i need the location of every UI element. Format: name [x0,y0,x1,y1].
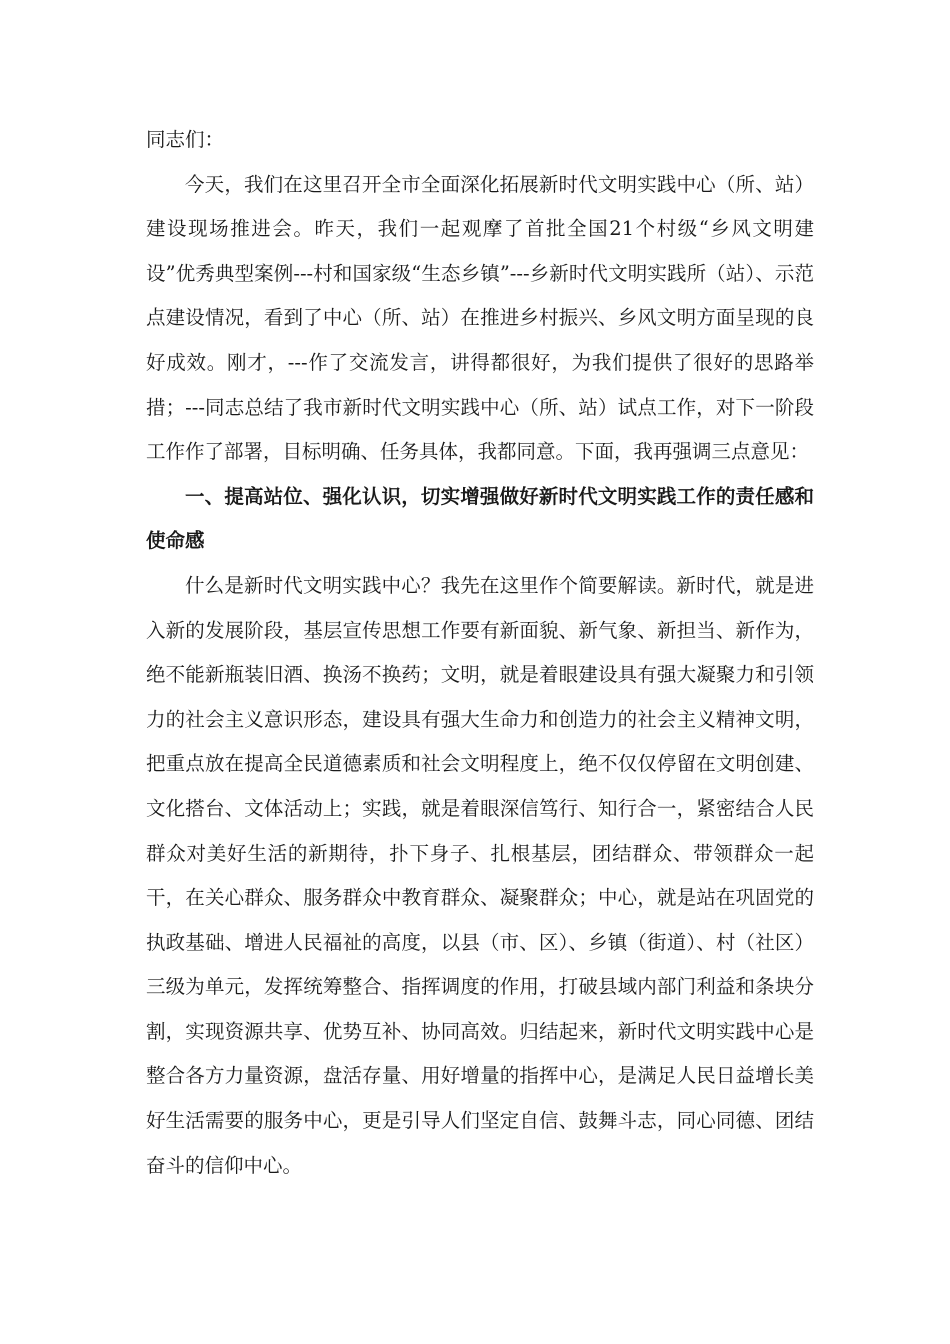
document-body [146,118,814,1188]
section-heading: 一、提高站位、强化认识，切实增强做好新时代文明实践工作的责任感和使命感 [146,484,814,553]
salutation: 同志们： [146,128,225,151]
intro-paragraph: 今天，我们在这里召开全市全面深化拓展新时代文明实践中心（所、站）建设现场推进会。昨天，我们一起观摩了首批全国21个村级“乡风文明建设”优秀典型案例---村和国家级“生态乡镇”---乡新时代文明实践所（站）、示范点建设情况，看到了中心（所、站）在推进乡村振兴、乡风文明方面呈现的良好成效。刚才，---作了交流发言，讲得都很好，为我们提供了很好的思路举措；---同志总结了我市新时代文明实践中心（所、站）试点工作，对下一阶段工作作了部署，目标明确、任务具体，我都同意。下面，我再强调三点意见： [146,172,814,464]
section-paragraph: 什么是新时代文明实践中心？我先在这里作个简要解读。新时代，就是进入新的发展阶段，基层宣传思想工作要有新面貌、新气象、新担当、新作为，绝不能新瓶装旧酒、换汤不换药；文明，就是着眼建设具有强大凝聚力和引领力的社会主义意识形态，建设具有强大生命力和创造力的社会主义精神文明，把重点放在提高全民道德素质和社会文明程度上，绝不仅仅停留在文明创建、文化搭台、文体活动上；实践，就是着眼深信笃行、知行合一，紧密结合人民群众对美好生活的新期待，扑下身子、扎根基层，团结群众、带领群众一起干，在关心群众、服务群众中教育群众、凝聚群众；中心，就是站在巩固党的执政基础、增进人民福祉的高度，以县（市、区）、乡镇（街道）、村（社区）三级为单元，发挥统筹整合、指挥调度的作用，打破县域内部门利益和条块分割，实现资源共享、优势互补、协同高效。归结起来，新时代文明实践中心是整合各方力量资源，盘活存量、用好增量的指挥中心，是满足人民日益增长美好生活需要的服务中心，更是引导人们坚定自信、鼓舞斗志，同心同德、团结奋斗的信仰中心。 [146,573,814,1177]
